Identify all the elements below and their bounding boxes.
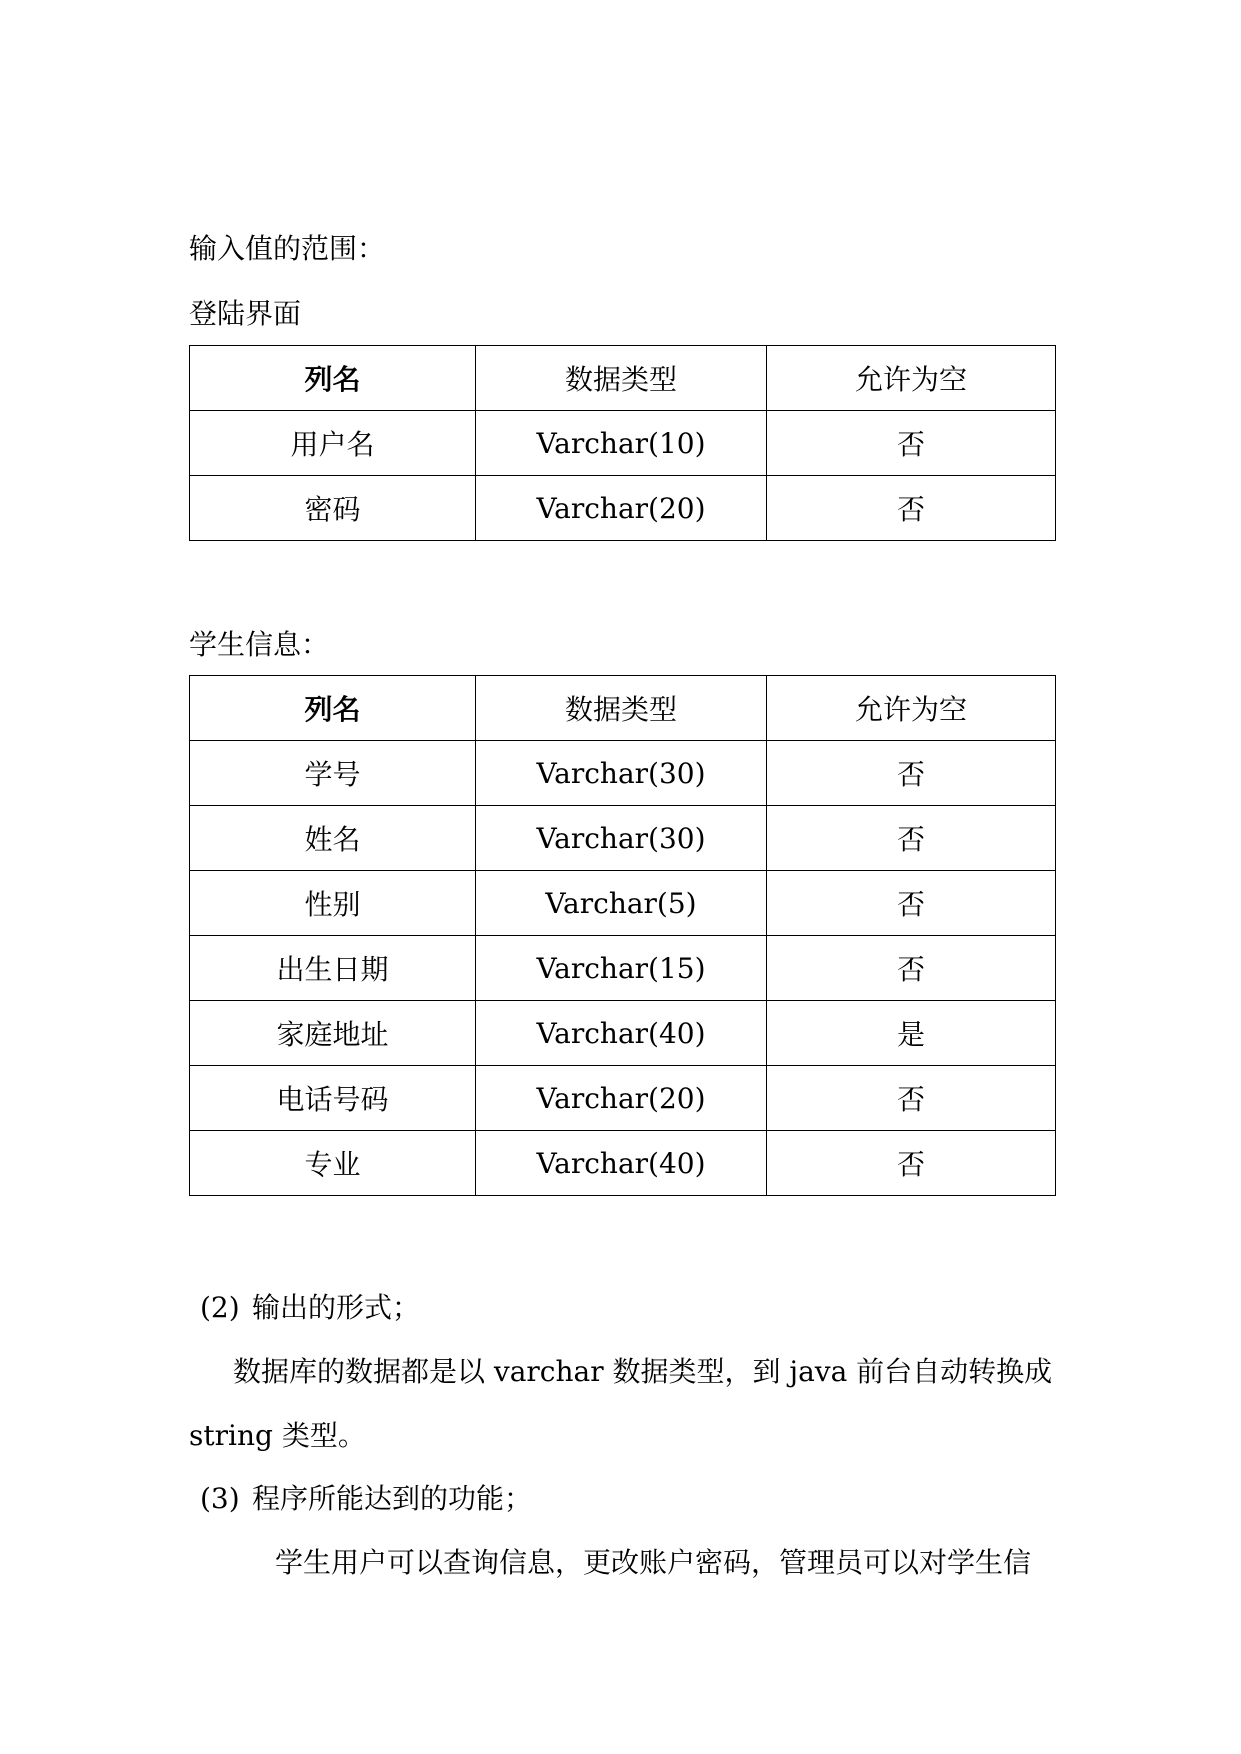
field-nullable-cell: 否 [767,1066,1056,1131]
functions-heading [200,1482,532,1516]
column-header-type: 数据类型 [476,676,767,741]
student-section-heading: 学生信息： [189,628,330,661]
section-number: (2) [200,1291,240,1324]
functions-paragraph-line-1: 学生用户可以查询信息，更改账户密码，管理员可以对学生信 [275,1546,1032,1579]
field-name-cell: 家庭地址 [190,1001,476,1066]
field-name-cell: 姓名 [190,806,476,871]
field-nullable-cell: 否 [767,936,1056,1001]
login-section-heading: 登陆界面 [189,297,302,330]
field-nullable-cell: 否 [767,476,1056,541]
field-nullable-cell: 否 [767,411,1056,476]
field-name-cell: 出生日期 [190,936,476,1001]
column-header-nullable: 允许为空 [767,676,1056,741]
table-header-row [190,676,1056,741]
field-name-cell: 学号 [190,741,476,806]
field-type-cell: Varchar(40) [476,1001,767,1066]
field-nullable-cell: 否 [767,741,1056,806]
field-type-cell: Varchar(15) [476,936,767,1001]
field-nullable-cell: 否 [767,1131,1056,1196]
field-type-cell: Varchar(5) [476,871,767,936]
field-type-cell: Varchar(30) [476,806,767,871]
column-header-nullable: 允许为空 [767,346,1056,411]
field-nullable-cell: 否 [767,871,1056,936]
table-row [190,936,1056,1001]
student-fields-table [189,675,1056,1196]
field-name-cell: 专业 [190,1131,476,1196]
field-type-cell: Varchar(30) [476,741,767,806]
section-number: (3) [200,1482,240,1515]
range-heading: 输入值的范围： [189,232,386,265]
field-name-cell: 性别 [190,871,476,936]
field-type-cell: Varchar(20) [476,476,767,541]
table-row [190,871,1056,936]
table-row [190,1066,1056,1131]
field-nullable-cell: 是 [767,1001,1056,1066]
section-title: 输出的形式； [252,1291,421,1324]
table-row [190,1001,1056,1066]
table-row [190,411,1056,476]
output-format-paragraph-line-2: string 类型。 [189,1419,366,1452]
column-header-type: 数据类型 [476,346,767,411]
field-type-cell: Varchar(20) [476,1066,767,1131]
table-header-row [190,346,1056,411]
field-name-cell: 密码 [190,476,476,541]
section-title: 程序所能达到的功能； [252,1482,533,1515]
column-header-name: 列名 [190,346,476,411]
table-row [190,1131,1056,1196]
login-fields-table [189,345,1056,541]
field-type-cell: Varchar(40) [476,1131,767,1196]
table-row [190,476,1056,541]
field-name-cell: 用户名 [190,411,476,476]
column-header-name: 列名 [190,676,476,741]
field-name-cell: 电话号码 [190,1066,476,1131]
output-format-paragraph-line-1: 数据库的数据都是以 varchar 数据类型，到 java 前台自动转换成 [233,1355,1053,1388]
field-type-cell: Varchar(10) [476,411,767,476]
table-row [190,741,1056,806]
field-nullable-cell: 否 [767,806,1056,871]
table-row [190,806,1056,871]
output-format-heading [200,1291,420,1325]
